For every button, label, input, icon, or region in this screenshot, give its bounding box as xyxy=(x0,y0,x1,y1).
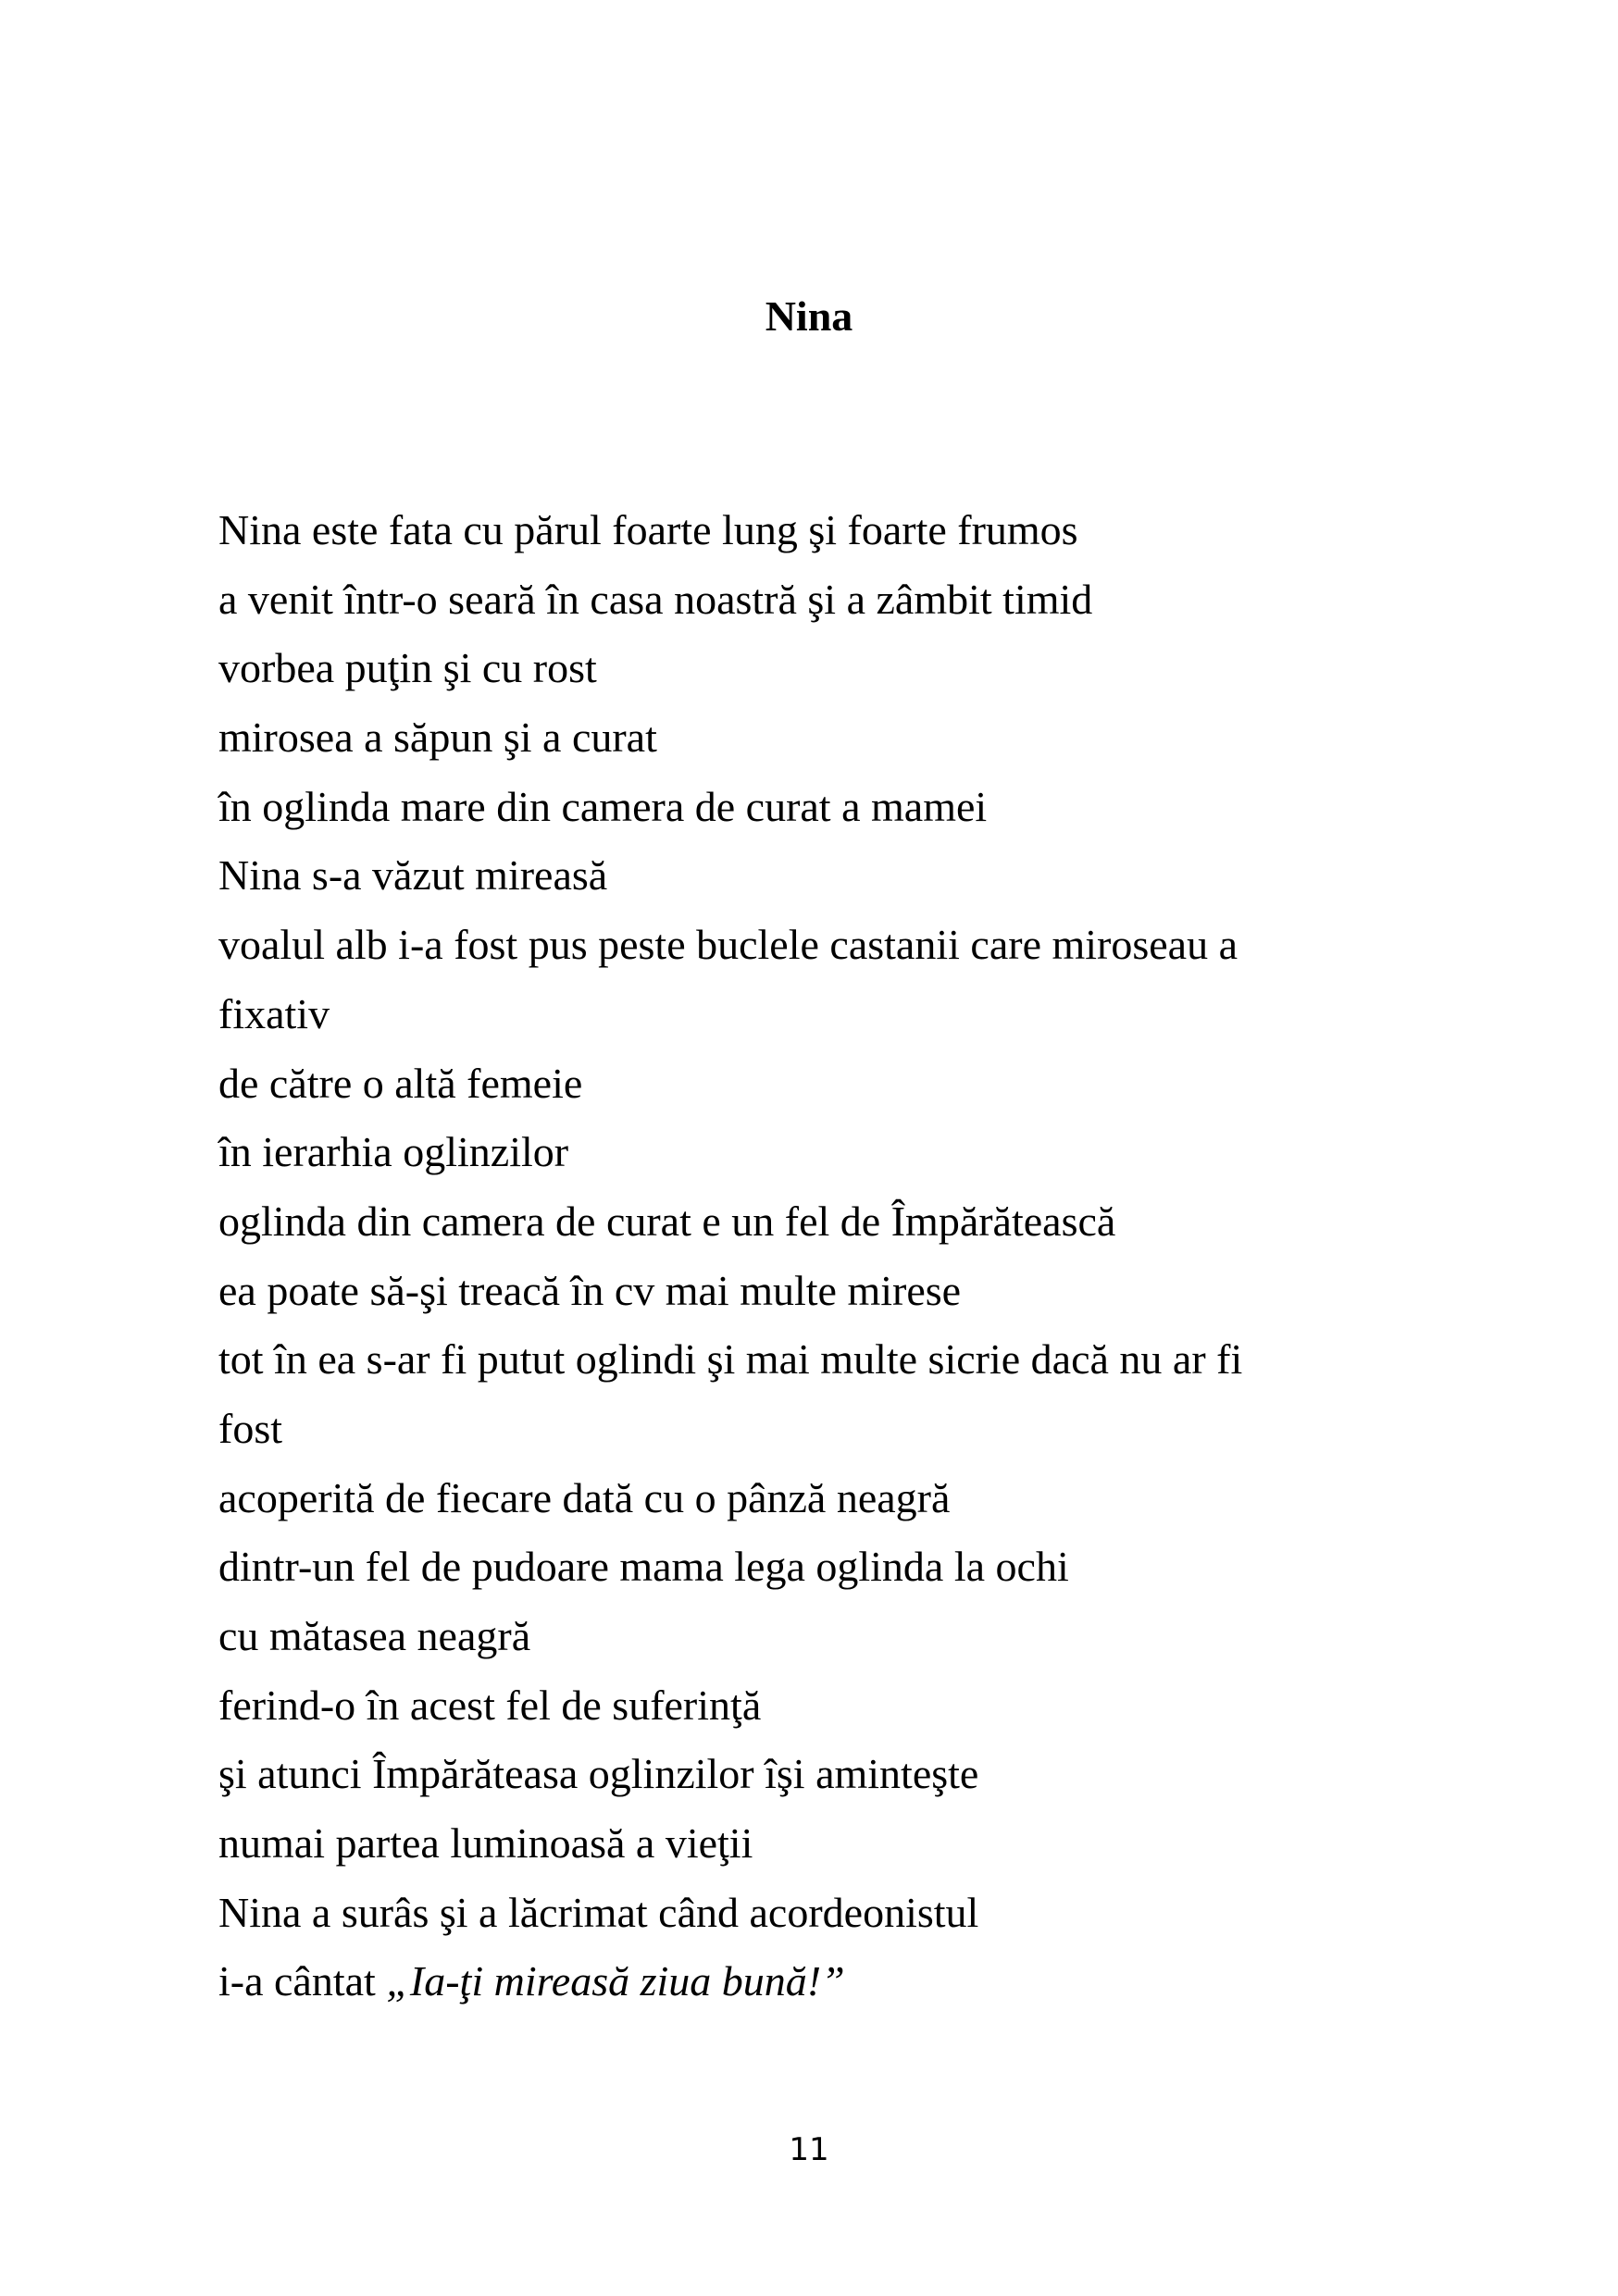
poem-title: Nina xyxy=(765,292,853,340)
poem-line: acoperită de fiecare dată cu o pânză neagră xyxy=(218,1473,951,1521)
song-title-quote: „Ia-ţi mireasă ziua bună!” xyxy=(386,1957,845,2005)
poem-line: în oglinda mare din camera de curat a mamei xyxy=(218,782,988,830)
poem-line: Nina a surâs şi a lăcrimat când acordeonistul xyxy=(218,1888,979,1936)
poem-line: în ierarhia oglinzilor xyxy=(218,1128,569,1176)
poem-line: fost xyxy=(218,1404,282,1452)
poem-line: Nina este fata cu părul foarte lung şi foarte frumos xyxy=(218,506,1078,553)
poem-line: a venit într-o seară în casa noastră şi a zâmbit timid xyxy=(218,575,1093,623)
poem-line: ea poate să-şi treacă în cv mai multe mirese xyxy=(218,1266,962,1314)
poem-line: Nina s-a văzut mireasă xyxy=(218,851,608,900)
poem-line: cu mătasea neagră xyxy=(218,1612,531,1659)
poem-line: fixativ xyxy=(218,989,330,1037)
poem-line: vorbea puţin şi cu rost xyxy=(218,644,597,692)
poem-line: ferind-o în acest fel de suferinţă xyxy=(218,1681,762,1729)
page-number: 11 xyxy=(789,2131,829,2168)
poem-line: voalul alb i-a fost pus peste buclele castanii care miroseau a xyxy=(218,921,1238,969)
poem-line: dintr-un fel de pudoare mama lega oglinda la ochi xyxy=(218,1543,1069,1591)
poem-line: şi atunci Împărăteasa oglinzilor îşi aminteşte xyxy=(218,1750,979,1798)
poem-line: mirosea a săpun şi a curat xyxy=(218,714,657,762)
poem-line: numai partea luminoasă a vieţii xyxy=(218,1819,753,1868)
poem-last-line xyxy=(218,1947,1422,2017)
last-line-prefix: i-a cântat xyxy=(218,1957,387,2005)
poem-line: tot în ea s-ar fi putut oglindi şi mai multe sicrie dacă nu ar fi xyxy=(218,1335,1243,1384)
poem-body xyxy=(218,496,1422,2017)
poem-line: de către o altă femeie xyxy=(218,1059,583,1107)
poem-line: oglinda din camera de curat e un fel de Împărătească xyxy=(218,1197,1116,1245)
